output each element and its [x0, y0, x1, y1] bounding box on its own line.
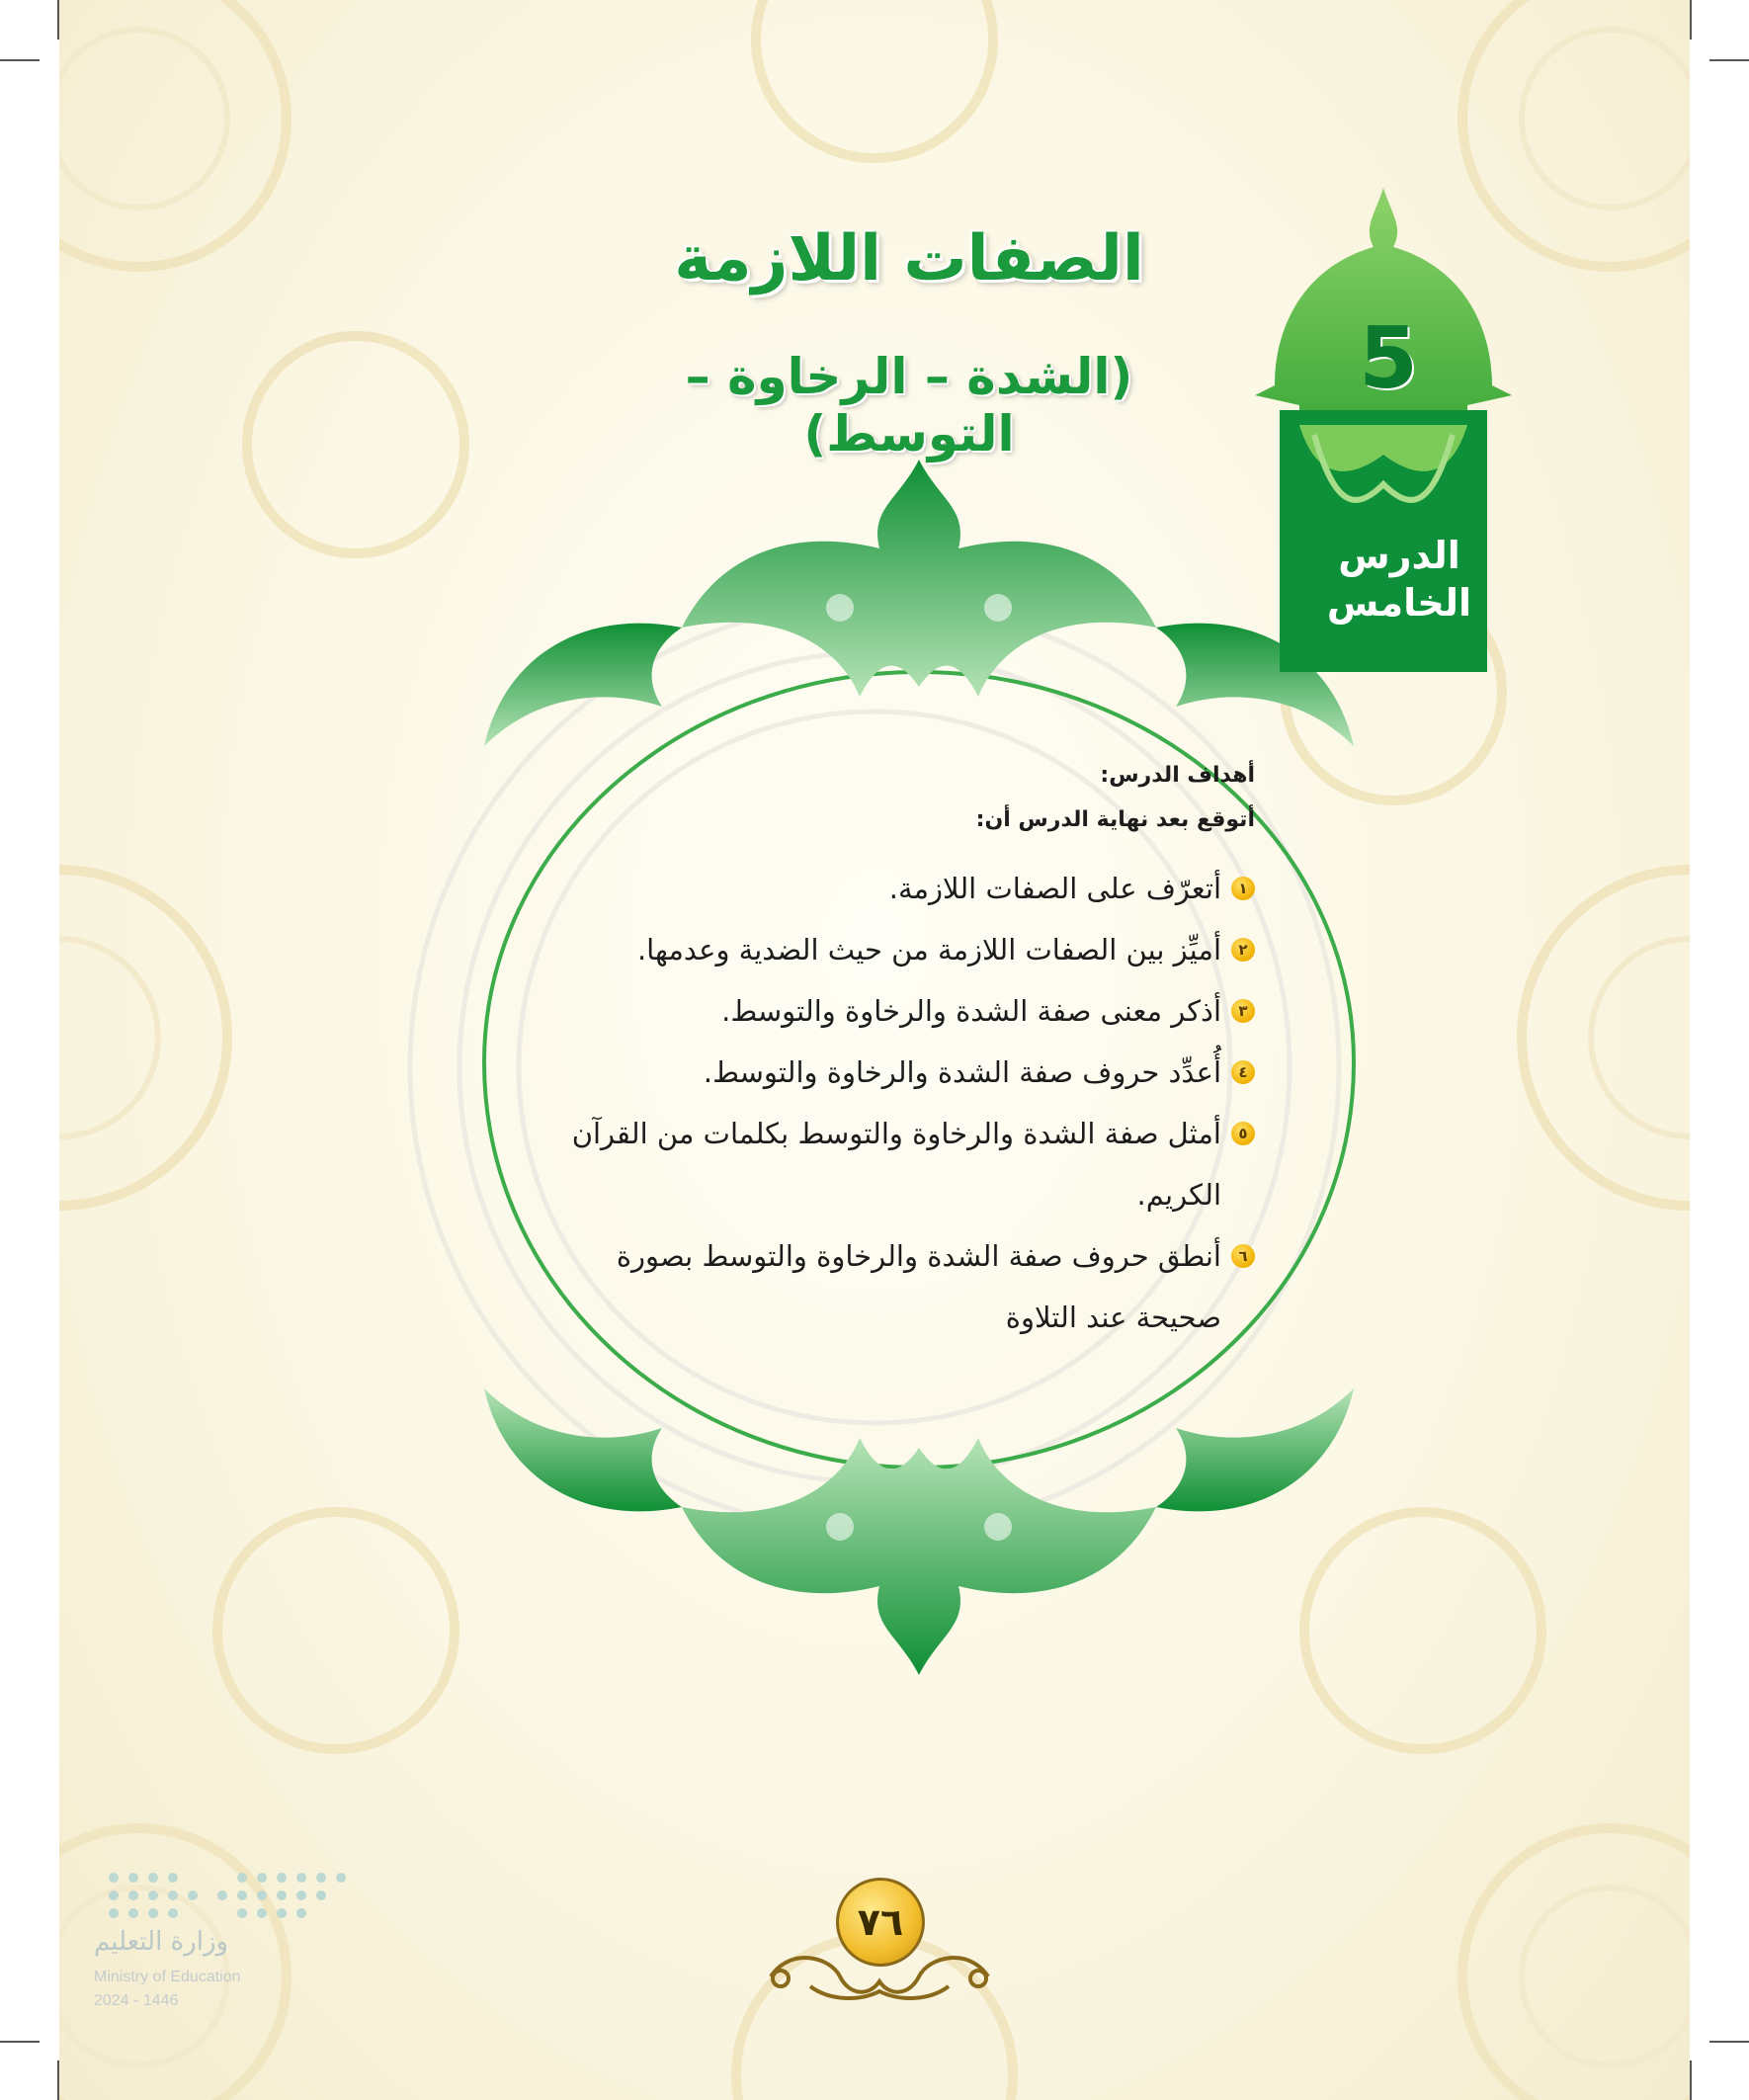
ministry-name-english: Ministry of Education [94, 1969, 241, 1985]
objective-item [553, 919, 1255, 980]
lesson-label-line2: الخامس [1326, 581, 1472, 625]
page-subtitle: (الشدة – الرخاوة – التوسط) [685, 348, 1133, 462]
crop-mark [1709, 59, 1749, 61]
objective-item [553, 1103, 1255, 1225]
objectives-heading: أهداف الدرس: [1100, 763, 1255, 788]
objective-item [553, 1225, 1255, 1348]
objective-number: ٢ [1231, 938, 1255, 962]
objective-text: أذكر معنى صفة الشدة والرخاوة والتوسط. [721, 994, 1221, 1028]
objective-number: ٦ [1231, 1244, 1255, 1268]
crop-mark [0, 59, 40, 61]
page-title: الصفات اللازمة [674, 222, 1144, 295]
lesson-label [1316, 532, 1482, 627]
objective-number: ٤ [1231, 1060, 1255, 1084]
lesson-objectives [553, 763, 1255, 1348]
objective-item [553, 1042, 1255, 1103]
page-number: ٧٦ [836, 1878, 925, 1967]
objective-item [553, 980, 1255, 1042]
objective-number: ٥ [1231, 1122, 1255, 1145]
crop-mark [1690, 0, 1692, 40]
objective-text: أُعدِّد حروف صفة الشدة والرخاوة والتوسط. [703, 1055, 1221, 1089]
lesson-number: 5 [1359, 309, 1418, 408]
objective-text: أميِّز بين الصفات اللازمة من حيث الضدية وعدمها. [636, 933, 1221, 966]
ministry-name-arabic: وزارة التعليم [94, 1927, 229, 1957]
crop-mark [1709, 2041, 1749, 2043]
lesson-label-line1: الدرس [1338, 534, 1460, 577]
objective-text: أنطق حروف صفة الشدة والرخاوة والتوسط بصورة صحيحة عند التلاوة [616, 1239, 1221, 1334]
objective-number: ١ [1231, 877, 1255, 900]
objective-text: أمثل صفة الشدة والرخاوة والتوسط بكلمات من القرآن الكريم. [571, 1117, 1221, 1212]
objective-number: ٣ [1231, 999, 1255, 1023]
edition-year: 2024 - 1446 [94, 1992, 179, 2009]
crop-mark [1690, 2060, 1692, 2100]
crop-mark [0, 2041, 40, 2043]
objective-text: أتعرّف على الصفات اللازمة. [888, 872, 1221, 905]
objectives-intro: أتوقع بعد نهاية الدرس أن: [975, 807, 1255, 832]
textbook-page [59, 0, 1690, 2100]
objective-item [553, 858, 1255, 919]
